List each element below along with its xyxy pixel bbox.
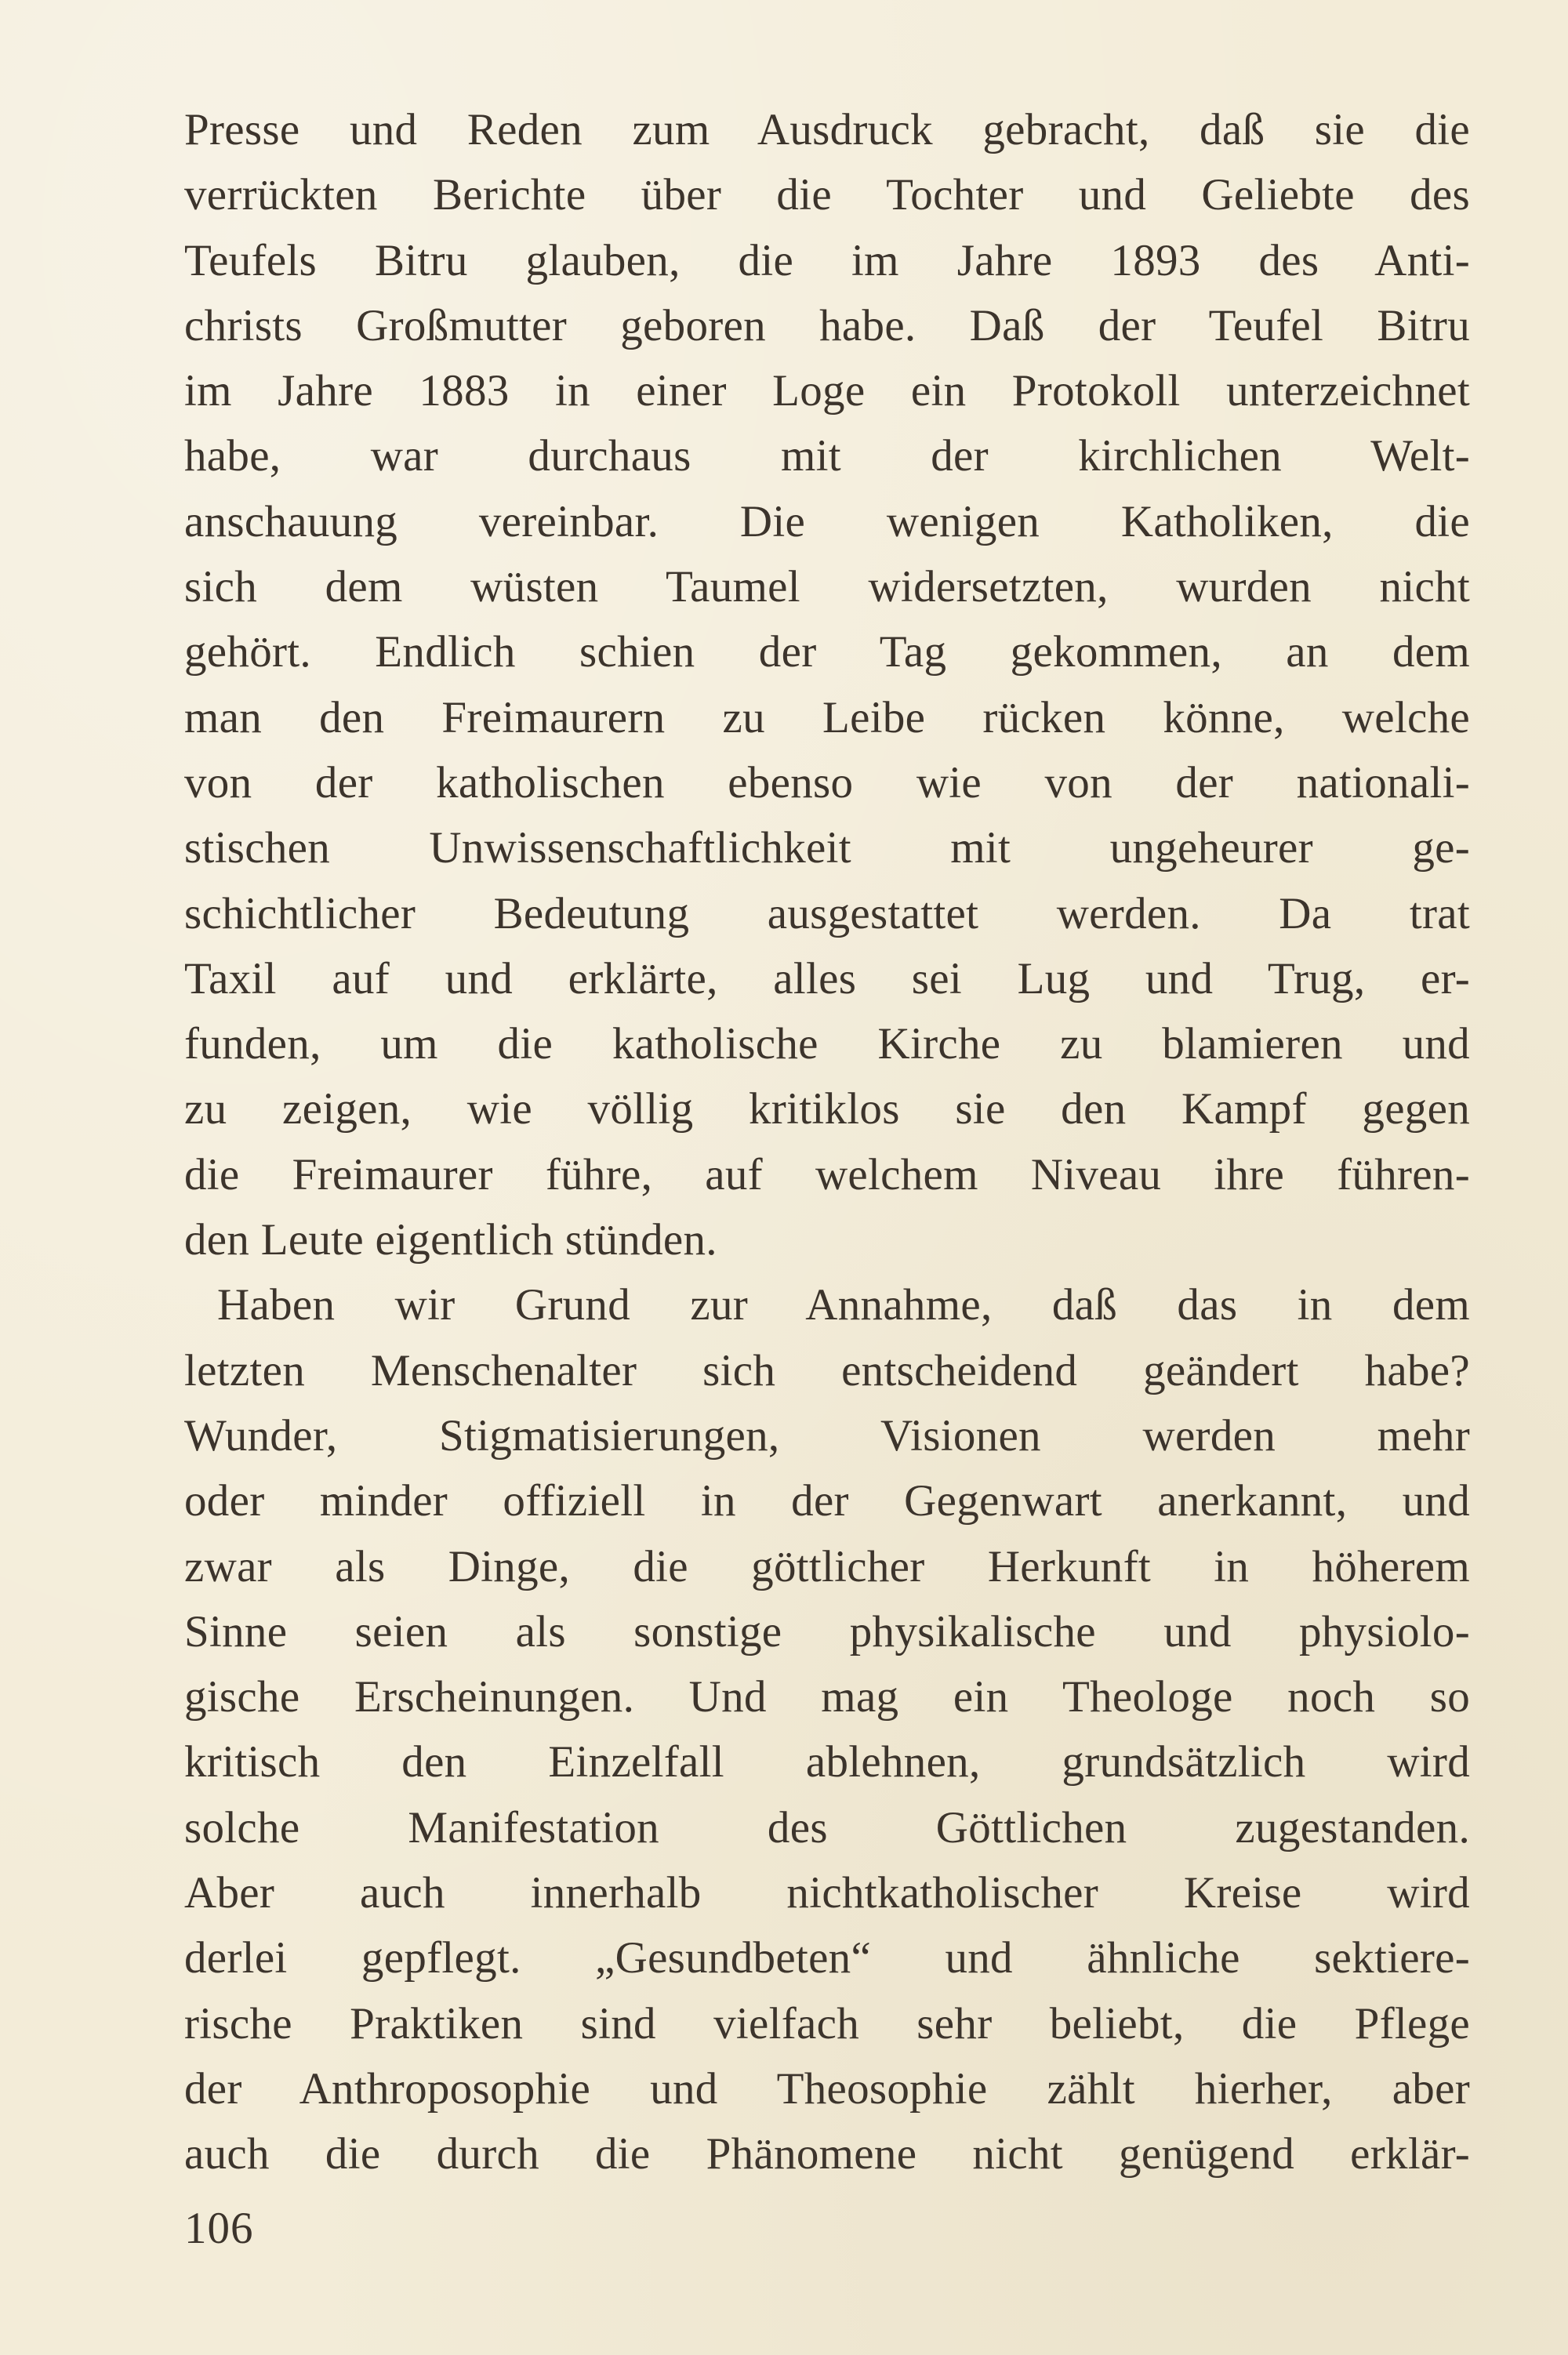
text-line: habe, war durchaus mit der kirchlichen Welt- (184, 431, 1470, 481)
text-line: zwar als Dinge, die göttlicher Herkunft in höherem (184, 1541, 1470, 1591)
text-line: letzten Menschenalter sich entscheidend geändert habe? (184, 1345, 1470, 1395)
text-line: die Freimaurer führe, auf welchem Niveau ihre führen- (184, 1149, 1470, 1199)
text-line: gehört. Endlich schien der Tag gekommen, an dem (184, 627, 1470, 677)
text-line: sich dem wüsten Taumel widersetzten, wurden nicht (184, 562, 1470, 612)
text-line: gische Erscheinungen. Und mag ein Theologe noch so (184, 1672, 1470, 1722)
text-line: anschauung vereinbar. Die wenigen Katholiken, die (184, 496, 1470, 546)
text-line: Haben wir Grund zur Annahme, daß das in dem (217, 1280, 1470, 1330)
text-line: zu zeigen, wie völlig kritiklos sie den Kampf gegen (184, 1084, 1470, 1134)
page-number: 106 (184, 2204, 254, 2253)
text-line: rische Praktiken sind vielfach sehr beliebt, die Pflege (184, 1998, 1470, 2048)
text-line: man den Freimaurern zu Leibe rücken könne, welche (184, 692, 1470, 742)
text-line: christs Großmutter geboren habe. Daß der Teufel Bitru (184, 300, 1470, 350)
text-line: Presse und Reden zum Ausdruck gebracht, daß sie die (184, 105, 1470, 154)
text-line: im Jahre 1883 in einer Loge ein Protokoll unterzeichnet (184, 366, 1470, 416)
text-line: Wunder, Stigmatisierungen, Visionen werden mehr (184, 1410, 1470, 1461)
text-line: derlei gepflegt. „Gesundbeten“ und ähnliche sektiere- (184, 1933, 1470, 1983)
body-text (184, 97, 1470, 2187)
text-line: kritisch den Einzelfall ablehnen, grundsätzlich wird (184, 1737, 1470, 1787)
text-line: von der katholischen ebenso wie von der nationali- (184, 757, 1470, 807)
text-line: Aber auch innerhalb nichtkatholischer Kreise wird (184, 1868, 1470, 1918)
text-line: verrückten Berichte über die Tochter und Geliebte des (184, 170, 1470, 220)
text-line: stischen Unwissenschaftlichkeit mit ungeheurer ge- (184, 823, 1470, 873)
text-line: Taxil auf und erklärte, alles sei Lug und Trug, er- (184, 953, 1470, 1003)
text-line: schichtlicher Bedeutung ausgestattet werden. Da trat (184, 888, 1470, 938)
text-line: funden, um die katholische Kirche zu blamieren und (184, 1019, 1470, 1069)
text-line: solche Manifestation des Göttlichen zugestanden. (184, 1802, 1470, 1852)
text-line: oder minder offiziell in der Gegenwart anerkannt, und (184, 1476, 1470, 1526)
text-line: den Leute eigentlich stünden. (184, 1215, 717, 1265)
text-line: auch die durch die Phänomene nicht genügend erklär- (184, 2129, 1470, 2179)
text-line: der Anthroposophie und Theosophie zählt hierher, aber (184, 2063, 1470, 2114)
text-line: Teufels Bitru glauben, die im Jahre 1893 des Anti- (184, 235, 1470, 285)
text-line: Sinne seien als sonstige physikalische und physiolo- (184, 1606, 1470, 1656)
